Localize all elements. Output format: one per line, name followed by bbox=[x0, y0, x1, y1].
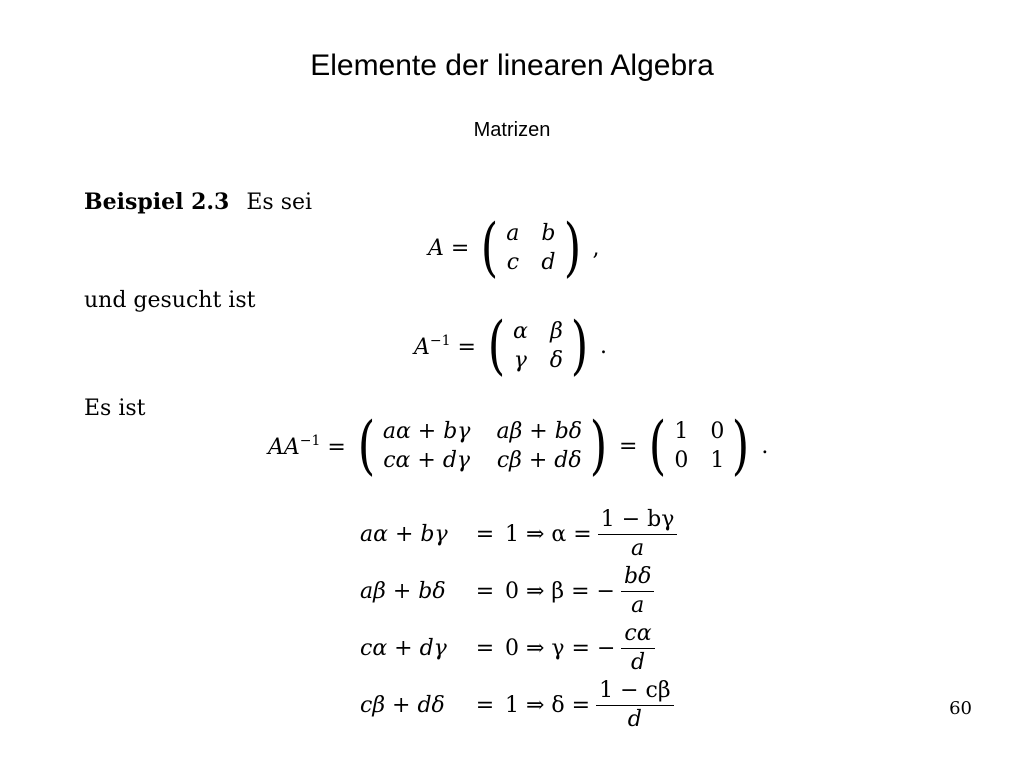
equation-row bbox=[360, 620, 677, 677]
equation-lhs: cα + dγ bbox=[360, 636, 447, 661]
example-label: Beispiel 2.3 bbox=[84, 189, 230, 215]
equation-rhs bbox=[505, 622, 655, 675]
left-paren: ( bbox=[487, 309, 506, 383]
matrix-cell: δ bbox=[549, 348, 564, 373]
matrix-a-grid bbox=[502, 221, 559, 275]
matrix-cell: b bbox=[541, 221, 556, 246]
identity-grid bbox=[670, 419, 728, 473]
equation-lhs: aα + bγ bbox=[360, 522, 448, 547]
slide-subtitle: Matrizen bbox=[473, 119, 551, 141]
matrix-cell: 0 bbox=[710, 419, 725, 444]
page-number: 60 bbox=[949, 698, 972, 719]
product-equation bbox=[268, 409, 769, 483]
equation-lhs: cβ + dδ bbox=[360, 693, 445, 718]
equation-rhs bbox=[505, 679, 674, 732]
right-paren: ) bbox=[563, 211, 581, 285]
matrix-cell: aβ + bδ bbox=[496, 419, 583, 444]
fraction-denominator: a bbox=[631, 593, 645, 618]
matrix-cell: c bbox=[506, 250, 520, 275]
fraction bbox=[596, 679, 673, 732]
result-intro: Es ist bbox=[84, 396, 146, 421]
fraction-numerator: cα bbox=[621, 622, 654, 649]
fraction-denominator: d bbox=[630, 650, 646, 675]
equation-eq: = bbox=[475, 522, 495, 547]
matrix-cell: cβ + dδ bbox=[496, 448, 582, 473]
fraction bbox=[621, 565, 654, 618]
equation-lhs: aβ + bδ bbox=[360, 579, 446, 604]
equation-eq: = bbox=[475, 693, 495, 718]
equation-rhs-prefix: 1 ⇒ δ = bbox=[505, 693, 591, 718]
slide-title: Elemente der linearen Algebra bbox=[310, 49, 714, 82]
product-trail: . bbox=[761, 433, 769, 459]
fraction-denominator: d bbox=[627, 707, 642, 732]
matrix-cell: β bbox=[550, 319, 563, 344]
sought-line: und gesucht ist bbox=[84, 288, 256, 313]
matrix-a-trail: , bbox=[592, 235, 600, 261]
equation-rhs-prefix: 1 ⇒ α = bbox=[505, 522, 592, 547]
matrix-cell: γ bbox=[513, 348, 527, 373]
fraction bbox=[598, 508, 678, 561]
left-paren: ( bbox=[649, 409, 667, 483]
fraction-numerator: 1 − bγ bbox=[598, 508, 678, 535]
right-paren: ) bbox=[570, 309, 589, 383]
matrix-a-equation bbox=[428, 211, 600, 285]
matrix-cell: aα + bγ bbox=[382, 419, 471, 444]
matrix-cell: 1 bbox=[710, 448, 725, 473]
matrix-ainv-trail: . bbox=[600, 333, 608, 359]
fraction bbox=[621, 622, 654, 675]
product-lhs: $AA^{-1}$ = bbox=[268, 432, 346, 460]
example-line bbox=[84, 188, 312, 217]
equation-row bbox=[360, 506, 677, 563]
equation-row bbox=[360, 677, 677, 734]
equation-rhs bbox=[505, 565, 654, 618]
matrix-cell: d bbox=[541, 250, 556, 275]
equation-system bbox=[360, 506, 677, 734]
matrix-cell: cα + dγ bbox=[383, 448, 471, 473]
matrix-ainv-equation bbox=[414, 309, 608, 383]
right-paren: ) bbox=[732, 409, 750, 483]
equation-rhs bbox=[505, 508, 677, 561]
example-intro: Es sei bbox=[246, 190, 313, 215]
equation-rhs-prefix: 0 ⇒ β = − bbox=[505, 579, 615, 604]
left-paren: ( bbox=[481, 211, 499, 285]
matrix-ainv-grid bbox=[509, 319, 567, 373]
fraction-numerator: bδ bbox=[621, 565, 654, 592]
matrix-a-lhs: A = bbox=[428, 235, 470, 261]
product-mid-eq: = bbox=[619, 433, 638, 459]
equation-eq: = bbox=[475, 579, 495, 604]
matrix-cell: α bbox=[512, 319, 528, 344]
equation-eq: = bbox=[475, 636, 495, 661]
fraction-numerator: 1 − cβ bbox=[596, 679, 673, 706]
matrix-ainv-lhs: $A^{-1}$ = bbox=[414, 332, 476, 360]
fraction-denominator: a bbox=[630, 536, 645, 561]
matrix-cell: 0 bbox=[674, 448, 689, 473]
right-paren: ) bbox=[589, 409, 608, 483]
matrix-cell: a bbox=[506, 221, 520, 246]
equation-row bbox=[360, 563, 677, 620]
equation-rhs-prefix: 0 ⇒ γ = − bbox=[505, 636, 616, 661]
product-grid bbox=[379, 419, 586, 473]
matrix-cell: 1 bbox=[674, 419, 689, 444]
left-paren: ( bbox=[357, 409, 376, 483]
